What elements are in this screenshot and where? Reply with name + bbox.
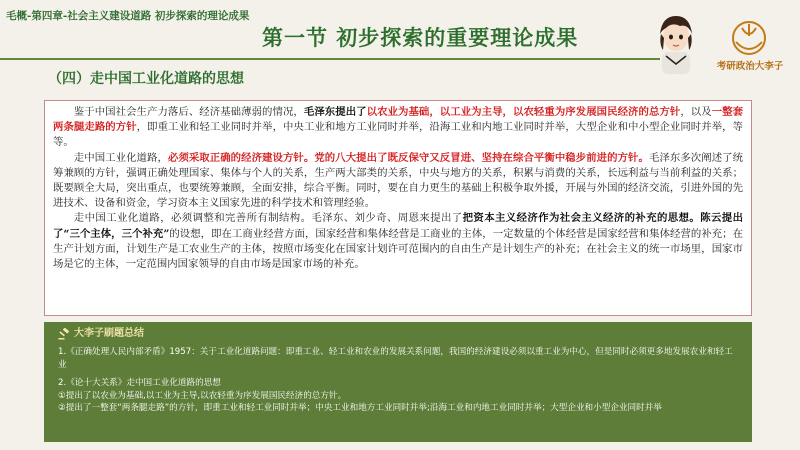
- text-segment: ，以及: [680, 106, 712, 118]
- avatar: [652, 12, 700, 74]
- text-segment: 走中国工业化道路，必须调整和完善所有制结构。毛泽东、刘少奇、周恩来提出了: [73, 212, 463, 225]
- summary-item-2-line-1: ①提出了以农业为基础,以工业为主导,以农轻重为序发展国民经济的总方针。: [58, 390, 347, 401]
- summary-item-1: 1.《正确处理人民内部矛盾》1957：关于工业化道路问题：即重工业、轻工业和农业的发展关系问题，我国的经济建设必须以重工业为中心，但是同时必须更多地发展农业和轻工业: [58, 347, 733, 370]
- text-segment: 鉴于中国社会生产力落后、经济基础薄弱的情况，: [73, 106, 304, 118]
- summary-item-2: [58, 377, 738, 414]
- page-title: 第一节 初步探索的重要理论成果: [262, 25, 579, 50]
- text-segment: 走中国工业化道路，: [73, 151, 168, 164]
- section-heading: （四）走中国工业化道路的思想: [48, 71, 244, 87]
- paragraph-3: [53, 211, 743, 272]
- content-box: [44, 100, 752, 316]
- paragraph-2: [53, 151, 743, 212]
- breadcrumb: 毛概-第四章-社会主义建设道路 初步探索的理论成果: [6, 10, 250, 22]
- text-segment: 毛泽东多次阐述了统筹兼顾的方针，强调正确处理国家、集体与个人的关系，生产两大部类的关系，中央与地方的关系，积累与消费的关系，长远利益与当前利益的关系；既要顾全大局，突出重点，也要统筹兼顾，全面安排，综合平衡。同时，要在自力更生的基础上积极争取外援，开展与外国的经济交流，引进外国的先进技术、设备和资金，学习资本主义国家先进的科学技术和管理经验。: [53, 151, 744, 210]
- summary-item-2-head: 2.《论十大关系》走中国工业化道路的思想: [58, 378, 221, 389]
- summary-title: 大李子刷题总结: [74, 328, 144, 339]
- text-segment: 毛泽东提出了: [303, 106, 367, 118]
- text-segment: 的设想，即在工商业经营方面，国家经营和集体经营是工商业的主体，一定数量的个体经营是国家经营和集体经营的补充；在生产计划方面，计划生产是工农业生产的主体，按照市场变化在国家计划许可范围内的自由生产是计划生产的补充；在社会主义的统一市场里，国家市场是它的主体，一定范围内国家领导的自由市场是国家市场的补充。: [53, 227, 744, 271]
- text-segment: 把资本主义经济作为社会主义经济的补充的思想。陈云提出了“三个主体，三个补充”: [53, 212, 744, 240]
- summary-box: [44, 322, 752, 442]
- brand-logo-text: 考研政治大李子: [716, 61, 784, 72]
- text-segment: ，即重工业和轻工业同时并举，中央工业和地方工业同时并举，沿海工业和内地工业同时并举，大型企业和中小型企业同时并举，等等。: [53, 121, 744, 149]
- summary-header: [58, 328, 738, 340]
- gavel-icon: [58, 328, 70, 340]
- paragraph-1: [53, 105, 743, 151]
- summary-item-2-line-2: ②提出了一整套“两条腿走路”的方针，即重工业和轻工业同时并举；中央工业和地方工业同时并举;沿海工业和内地工业同时并举；大型企业和小型企业同时并举: [58, 403, 662, 414]
- text-segment: 必须采取正确的经济建设方针。党的八大提出了既反保守又反冒进、坚持在综合平衡中稳步前进的方针。: [167, 151, 649, 164]
- text-segment: 以农业为基础，以工业为主导，以农轻重为序发展国民经济的总方针: [366, 106, 681, 118]
- title-divider: [0, 58, 660, 60]
- text-segment: 一整套两条腿走路的方针: [53, 106, 744, 134]
